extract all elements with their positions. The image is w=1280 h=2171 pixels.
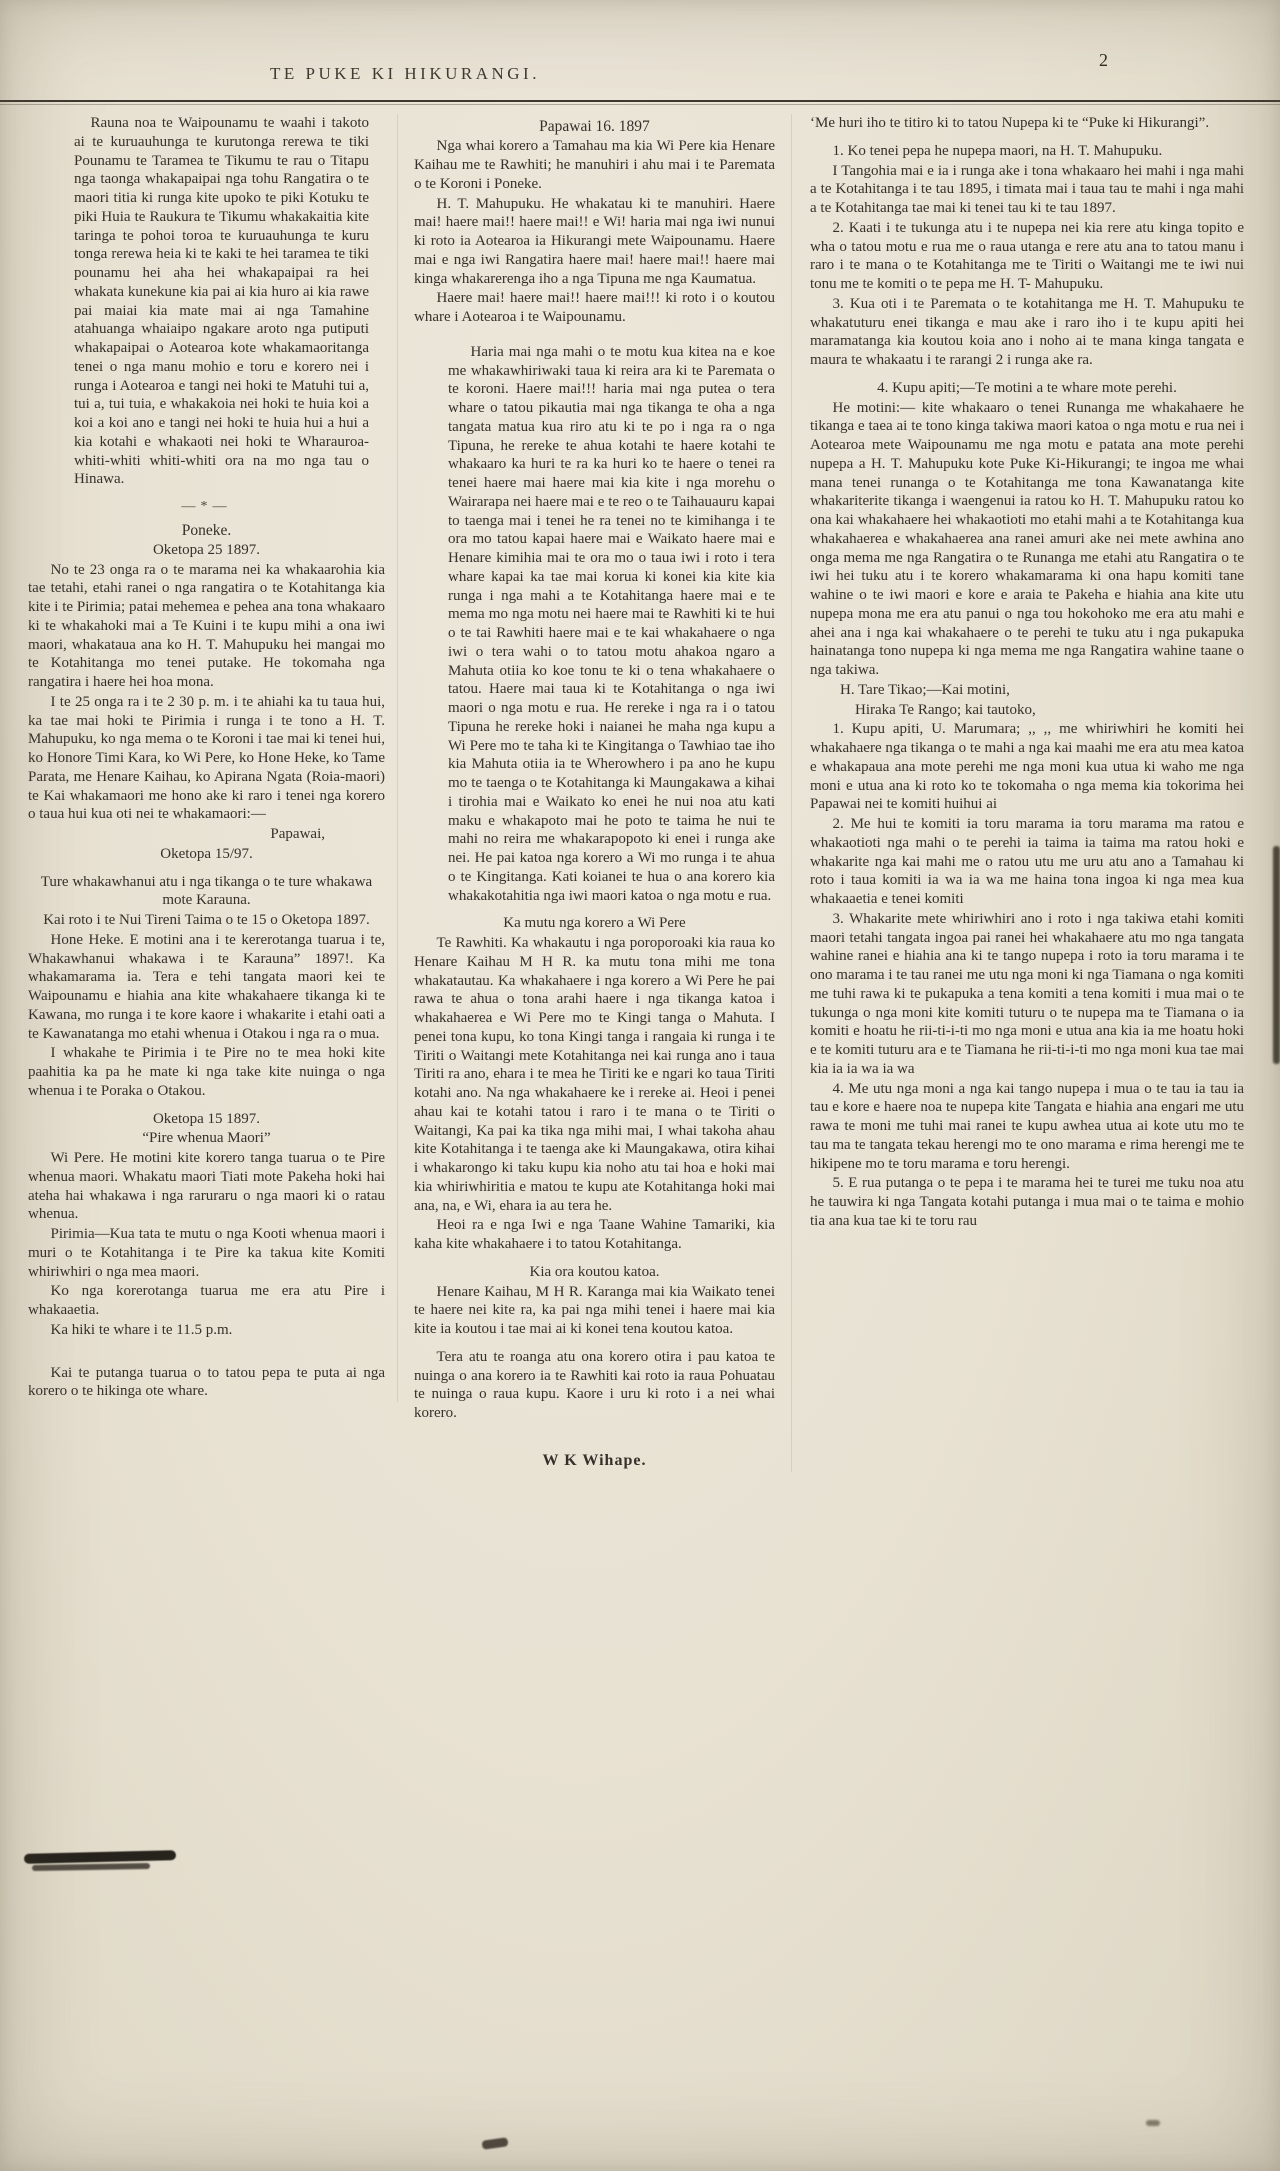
heading-poneke: Poneke. [181, 521, 232, 539]
paragraph: Ka hiki te whare i te 11.5 p.m. [50, 1321, 233, 1338]
greeting-line: Kia ora koutou katoa. [529, 1263, 660, 1280]
header-rule-heavy [0, 100, 1280, 102]
ink-mark-artifact [1146, 2120, 1160, 2126]
page-edge-artifact [1273, 846, 1280, 1064]
paragraph: H. T. Mahupuku. He whakatau ki te manuhiri. Haere mai! haere mai!! haere mai!! e Wi! haria mai nga iwi nunui ki roto ia Aotearoa ia Hikurangi mete Waipounamu. Haere mai e nga iwi Rangatira haere mai! haere mai!! haere mai kinga whakarerenga iho a nga Tipuna me nga Kaumatua. [414, 195, 775, 287]
signature: W K Wihape. [542, 1451, 647, 1469]
paragraph: I Tangohia mai e ia i runga ake i tona whakaaro hei mahi i nga mahi a te Kotahitanga i te tau 1895, i timata mai i taua tau te mahi i nga mahi a te Kotahitanga tae mai ki tenei tau ki te tau 1897. [810, 162, 1244, 216]
clause-2: 2. Me hui te komiti ia toru marama ia toru marama ma ratou e whakaotioti nga mahi o te perehi ia taima ia taima ma ratou hoki e whakarite nga kai mahi me o ratou utu me uru atu ano a Tamahau ki roto i taua komiti ia wa ia wa me haina tona ingoa ki nga mea kua whakaaetia e tenei komiti [810, 816, 1244, 907]
seconder-line: Hiraka Te Rango; kai tautoko, [855, 701, 1036, 718]
notice-source: Kai roto i te Nui Tireni Taima o te 15 o Oketopa 1897. [43, 912, 370, 929]
opening-poem-paragraph: Rauna noa te Waipounamu te waahi i takoto ai te kuruauhunga te kurutonga rerewa te tiki Pounamu te Taramea te Tikumu te rau o Titapu nga taonga whakapaipai nga tohu Rangatira o te maori titia ki runga kite upoko te piki Kotuku te piki Huia te Raukura te Tikumu whakakaitia kite taringa te pohoi toroa te kuruauhunga te kuru tonga rerewa heia ki te kaki te hei taramea te tiki pounamu hei aha hei whakapaipai ra hei whakata kunekune kia pai ai kia huro ai kia rawe pai maiai kia mate mai ai nga Tamahine atahuanga whaiaipo ngakare aroto nga putiputi whakapaipai o Aotearoa kote whakamaoritanga tenei o nga manu mohio e toru e korero nei i runga i Aotearoa e tangi nei hoki te Matuhi tui a, tui a, tui tuia, e whakakoia nei hoki te huia koi a koi a koi ano e tangi nei hoki te huia hui a hui a kia kotahi e whakaoti nei hoki te Wharauroa-whiti-whiti whiti-whiti ora na mo nga tau o Hinawa. [74, 115, 369, 488]
ink-mark-artifact [482, 2137, 509, 2150]
paragraph: No te 23 onga ra o te marama nei ka whakaarohia kia tae tetahi, etahi ranei o nga rangatira o te Kotahitanga kia kite i te Pirimia; patai mehemea e pehea ana tona whakaaro ki te whakahoki mai a Te Kuini i te kupu mihi a ona iwi maori, whakataua ana ko H. T. Mahupuku hei mangai mo te Kotahitanga mo tenei putake. He tokomaha nga rangatira i haere hei hoa mona. [28, 561, 385, 691]
ink-smudge-artifact [24, 1850, 176, 1864]
numbered-item-1: 1. Ko tenei pepa he nupepa maori, na H. T. Mahupuku. [832, 142, 1163, 159]
paragraph: Hone Heke. E motini ana i te kererotanga tuarua i te, Whakawhanui whakawa i te Karauna” 1897!. Ka whakamarama ia. Tera e tehi tangata maori kei te Waipounamu e hiahia ana kite whakahaere tikanga ki te Kawana, mo runga i te kore kaore i whakarite i etahi oati a te Kawanatanga mo etahi whenua i Otakou i nga ra o mua. [28, 931, 385, 1042]
paragraph: I whakahe te Pirimia i te Pire no te mea hoki kite paahitia ka pa he mate ki nga take kite nuinga o nga whenua i te Poraka o Otakou. [28, 1045, 385, 1099]
mover-line: H. Tare Tikao;—Kai motini, [840, 681, 1010, 698]
numbered-item-3: 3. Kua oti i te Paremata o te kotahitanga me H. T. Mahupuku te whakatuturu enei tikanga e mau ake i raro iho i te kupu apiti hei maramatanga kia koutou koia ano i noho ai te mana kinga tangata e maura te whakaatu i te rarangi 2 i runga ake ra. [810, 295, 1244, 368]
column-layout [28, 114, 1254, 1472]
place-line: Papawai, [270, 826, 325, 843]
paragraph: I te 25 onga ra i te 2 30 p. m. i te ahiahi ka tu taua hui, ka tae mai hoki te Pirimia i runga i te tono a H. T. Mahupuku, ko nga mema o te Koroni i tae mai ki tenei hui, ko Honore Timi Kara, ko Wi Pere, ko Hone Heke, ko Tame Parata, me Henare Kaihau, ko Apirana Ngata (Roia-maori) te Kai whakamaori me hono ake ki raro i tenei nga korero o taua hui kua oti nei te whakamaori:— [28, 693, 385, 823]
column-3 [792, 114, 1244, 1232]
ink-smudge-artifact [32, 1863, 150, 1871]
speech-paragraph: Haria mai nga mahi o te motu kua kitea na e koe me whakawhiriwaki taua ki reira ara ki te Paremata o te koroni. Haere mai!!! haria mai nga putea o tera whare o tatou pikautia mai nga tikanga te oha a nga tangata matua kua riro atu ki te po i nga ra o nga Tipuna, he rereke te ahua kotahi te haere kotahi te whakaaro ka huri te ra ka huri ko te haere o tenei ra tenei haere mai haere mai kia kite i nga morehu o Wairarapa nei haere mai e te reo o te Taihauauru kapai to taenga mai i tenei he ra tenei no te kimihanga i te ora mo tatou kapai haere mai e Waikato haere mai e Henare kimihia mai te ora mo o taua iwi i roto i tera whare kapai ka tae mai korua ki konei kia kite kia runga i nga mahi a te Kotahitanga haere mai e te mema mo nga motu nei haere mai te Rawhiti ki te hui o te tai Rawhiti haere mai e te kai whakahaere o nga iwi o tera wahi o to tatou motu ahakoa ngaro a Mahuta otiia ko koe tonu te ki o tena whakahaere o tatou. Haere mai taua ki te Kotahitanga o nga iwi maori o nga motu e rua. He rereke i nga ra i o tatou Tipuna he rereke hoki i naianei he maha nga kupu a Wi Pere mo te taha ki te Kingitanga o Tawhiao tae iho kia Mahuta otiia ia te Wherowhero i pa ano he kupu mo te taenga o te Kotahitanga ki Maungakawa a kihai i tirohia mai e Waikato ko enei he nui noa atu kati maku e whakapoto mai he poto te taima he nui te mahi no reira me whakarapopoto ki enei i runga ake nei. He pai katoa nga korero a Wi mo runga i te ahua o te Kingitanga. Kati koianei te hua o ana korero kia whakakotahitia nga iwi maori katoa o nga motu e rua. [448, 343, 775, 904]
subheading-kupu-apiti: 4. Kupu apiti;—Te motini a te whare mote perehi. [877, 379, 1177, 396]
paragraph: Te Rawhiti. Ka whakautu i nga poroporoaki kia raua ko Henare Kaihau M H R. ka mutu tona mihi me tona whakatautau. Ka whakahaere i nga korero a Wi Pere he pai rawa te ahua o tona arahi haere i nga tikanga katoa i whakahaerea e Wi Pere mo te Kingi tanga o Mahuta. I penei tona kupu, ko tona Kingi tanga i rangaia ki runga i te Tiriti o Waitangi mete Kotahitanga nei kai runga ano i taua Tiriti ra ano, ehara i te mea he Tiriti ke e ngari ko taua Tiriti kotahi ano. Na nga whakahaere ke i rereke ai. Heoi i penei ahau kai te kotahi tatou i raro i te mana o te Tiriti o Waitangi, Ka pai ka tika nga mihi mai, I whai takoha ahau kite Kotahitanga i te taenga ake ki Maungakawa, otira kihai i whakarongo ki taku kupu kia noho atu tai hoa e hoki mai kia whiriwhiritia e matou te kupu ate Kotahitanga hoki mai ana, na, e Wi, ehara ia au tera he. [414, 935, 775, 1214]
paragraph: Wi Pere. He motini kite korero tanga tuarua o te Pire whenua maori. Whakatu maori Tiati mote Pakeha hoki hai ateha hai whakawa i nga raruraru o nga maori ki o ratau whenua. [28, 1150, 385, 1223]
speech-end-line: Ka mutu nga korero a Wi Pere [503, 915, 686, 932]
heading-papawai: Papawai 16. 1897 [539, 118, 650, 135]
page-number: 2 [1099, 50, 1108, 70]
column-2 [398, 114, 792, 1472]
paragraph: Heoi ra e nga Iwi e nga Taane Wahine Tamariki, kia kaha kite whakahaere i to tatou Kotahitanga. [414, 1217, 775, 1253]
paragraph: Ko nga korerotanga tuarua me era atu Pire i whakaaetia. [28, 1283, 385, 1319]
clause-3: 3. Whakarite mete whiriwhiri ano i roto i nga takiwa etahi komiti maori tetahi tangata ingoa pai ranei hei whakahaere atu mo nga tangata wahine ranei e hiahia ana ki te tango nupepa i roto ia toru marama i te ono marama i te tau ranei me utu nga moni ki nga Tiamana o nga komiti me tuhi rawa ki te pukapuka a tena komiti a tena komiti i mua mai o te tukunga o nga moni kite komiti tuturu o te nupepa ma te Tiamana o ia komiti e hoatu he rii-ti-i-ti mo nga moni e utua ana kia ia me hoatu hoki e te komiti tuturu ara e te Tiamana he rii-ti-i-ti mo nga moni kua tae mai kia ia ia wa ia wa [810, 910, 1244, 1077]
clause-5: 5. E rua putanga o te pepa i te marama hei te turei me tuku noa atu he tauwira ki nga Tangata kotahi putanga i mua mai o te taima e mohio tia ana kua tae ki te toru rau [810, 1175, 1244, 1229]
paragraph: Henare Kaihau, M H R. Karanga mai kia Waikato tenei te haere nei kite ra, ka pai nga mihi tenei i haere mai kia kite ia koutou i tae mai ai ki konei tena koutou katoa. [414, 1283, 775, 1338]
dateline: Oketopa 25 1897. [152, 541, 261, 558]
subheading-pire-whenua: “Pire whenua Maori” [142, 1130, 271, 1147]
paragraph: Nga whai korero a Tamahau ma kia Wi Pere kia Henare Kaihau me te Rawhiti; he manuhiri i ahu mai i te Paremata o te Koroni i Poneke. [414, 138, 775, 192]
motion-paragraph: He motini:— kite whakaaro o tenei Runanga me whakahaere he tikanga e taea ai te tono kinga takiwa maori katoa o nga motu e rua nei i Aotearoa mete Waipounamu me nga motu e patata ana mote perehi nupepa a H. T. Mahupuku kote Puke Ki-Hikurangi; te ingoa me whai mana tenei runanga o te Kotahitanga me tona Kawanatanga kite whakariterite tikanga i waengenui ia ratou ko H. T. Mahupuku ratou ko ona kai whakahaere hei whakaotioti mo etahi mahi a te Kotahitanga kua whakahaerea e whakahaerea ana ranei amuri ake nei mete awhina ano onga mema me nga Rangatira o te Runanga me etahi atu Rangatira o te iwi hei tuku atu i te korero whakamarama ki ona hapu komiti tane wahine o te iwi maori e kore e araia te Pakeha e hiahia ana kite utu nupepa mona me era atu panui o nga tou hokohoko me era atu mahi e ahei ana i nga kai whakahaere o te perehi te tuku atu i nga pukapuka hainatanga tono nupepa ki nga mema me nga Rangatira wahine taane o nga takiwa. [810, 399, 1244, 678]
clause-1: 1. Kupu apiti, U. Marumara; ,, ,, me whiriwhiri he komiti hei whakahaere nga tikanga o te mahi a nga kai maahi me era atu mea katoa e whakapaua ana mote perehi me nga moni kua utua ki waho me nga moni e utua ana ki roto ko te tokomaha o nga mema kia tokorima hei Papawai nei te komiti huihui ai [810, 721, 1244, 813]
clause-4: 4. Me utu nga moni a nga kai tango nupepa i mua o te tau ia tau ia tau e kore e haere noa te nupepa kite Tangata e hiahia ana engari me utu rawa te moni me tuhi mai ranei te kupu awhea utua ai kote utu mo te tau ma te tangata tekau herengi mo te ono marama e rima herengi me te hikipene mo te toru marama e toru herengi. [810, 1080, 1244, 1172]
header-rule-light [0, 104, 1280, 105]
paragraph: Tera atu te roanga atu ona korero otira i pau katoa te nuinga o ana korero ia te Rawhiti kai roto ia raua Pohuatau te nuinga o raua kupu. Kaore i uru ki roto i a nei whai korero. [414, 1348, 775, 1422]
dateline: Oketopa 15 1897. [152, 1110, 261, 1127]
numbered-item-2: 2. Kaati i te tukunga atu i te nupepa nei kia rere atu kinga topito e wha o tatou motu e rua me o raua utanga e rere atu ana to tatou manu i raro i te mana o te Kotahitanga me te Tiriti o Waitangi me te iwi nui tonu me te komiti o te pepa me H. T- Mahupuku. [810, 219, 1244, 292]
paragraph: Haere mai! haere mai!! haere mai!!! ki roto i o koutou whare i Aotearoa i te Waipounamu. [414, 290, 775, 326]
masthead [0, 50, 1280, 96]
dateline: Oketopa 15/97. [160, 845, 253, 862]
notice-title: Ture whakawhanui atu i nga tikanga o te ture whakawa mote Karauna. [40, 873, 373, 909]
section-divider-ornament: —*— [181, 499, 232, 514]
paragraph: Kai te putanga tuarua o to tatou pepa te puta ai nga korero o te hikinga ote whare. [28, 1364, 385, 1400]
newspaper-title: TE PUKE KI HIKURANGI. [270, 64, 540, 83]
notice-header: ‘Me huri iho te titiro ki to tatou Nupepa ki te “Puke ki Hikurangi”. [810, 115, 1210, 131]
column-1 [28, 114, 398, 1402]
paragraph: Pirimia—Kua tata te mutu o nga Kooti whenua maori i muri o te Kotahitanga i te Pire ka takua kite Komiti whiriwhiri o nga mea maori. [28, 1226, 385, 1280]
